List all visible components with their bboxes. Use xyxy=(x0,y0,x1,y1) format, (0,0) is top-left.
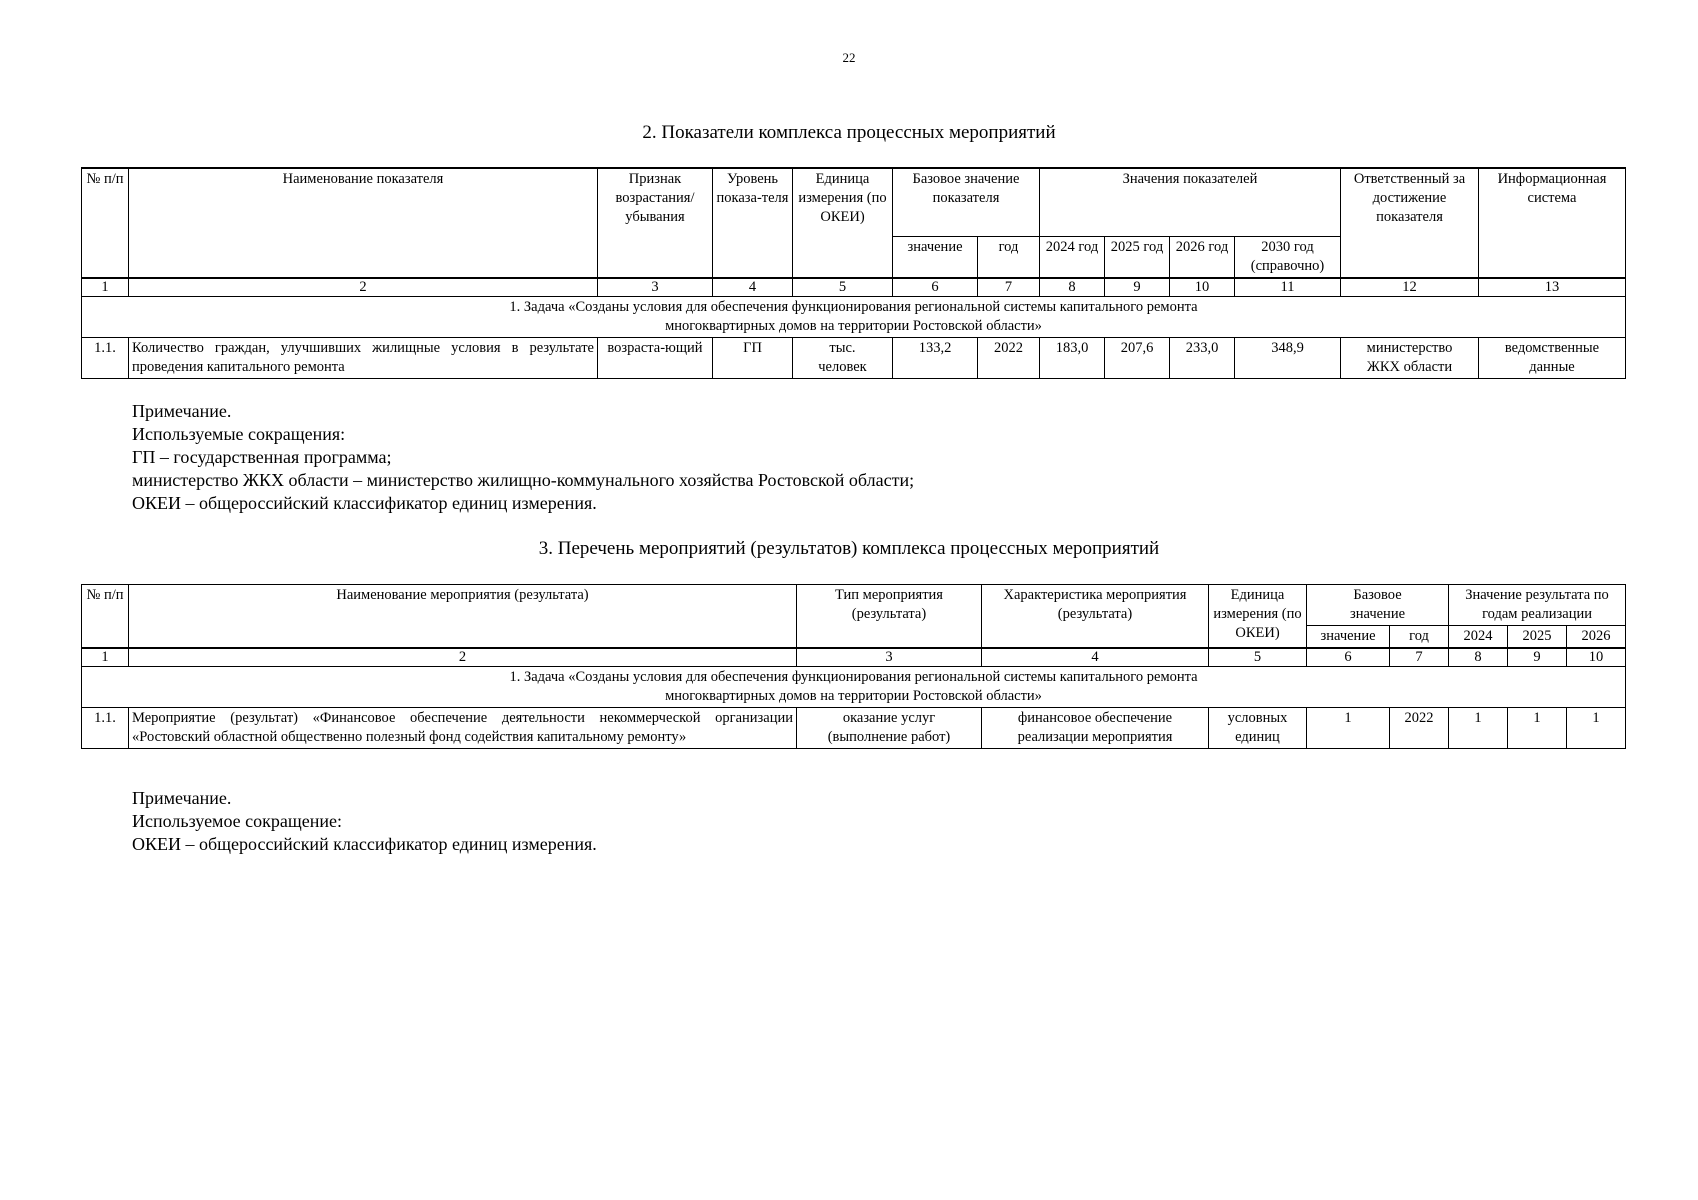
note-line: Примечание. xyxy=(132,788,232,808)
row-2025: 1 xyxy=(1508,708,1567,749)
column-number: 5 xyxy=(1209,648,1307,667)
header-2024: 2024 год xyxy=(1040,236,1105,278)
row-2024: 183,0 xyxy=(1040,337,1105,378)
header-unit: Единица измерения (по ОКЕИ) xyxy=(793,168,893,278)
column-number: 5 xyxy=(793,278,893,297)
row-base-year: 2022 xyxy=(978,337,1040,378)
note-line: Используемые сокращения: xyxy=(132,424,346,444)
header-responsible: Ответственный за достижение показателя xyxy=(1341,168,1479,278)
column-number: 2 xyxy=(129,278,598,297)
task-row xyxy=(82,296,1626,337)
table-row xyxy=(82,708,1626,749)
note-line: Примечание. xyxy=(132,401,232,421)
header-2024: 2024 xyxy=(1449,626,1508,649)
task-row xyxy=(82,667,1626,708)
note-line: ОКЕИ – общероссийский классификатор единиц измерения. xyxy=(132,834,597,854)
column-number: 3 xyxy=(598,278,713,297)
note-line: ОКЕИ – общероссийский классификатор единиц измерения. xyxy=(132,493,597,513)
row-2026: 233,0 xyxy=(1170,337,1235,378)
row-2030: 348,9 xyxy=(1235,337,1341,378)
row-sign: возраста-ющий xyxy=(598,337,713,378)
header-2025: 2025 xyxy=(1508,626,1567,649)
header-num: № п/п xyxy=(82,585,129,649)
section-3-note xyxy=(132,787,597,856)
column-number: 1 xyxy=(82,278,129,297)
header-2030: 2030 год (справочно) xyxy=(1235,236,1341,278)
column-number: 7 xyxy=(1390,648,1449,667)
row-unit: тыс. человек xyxy=(793,337,893,378)
row-type: оказание услуг (выполнение работ) xyxy=(797,708,982,749)
row-base-value: 133,2 xyxy=(893,337,978,378)
column-number: 9 xyxy=(1105,278,1170,297)
section-2-title: 2. Показатели комплекса процессных мероприятий xyxy=(642,122,1056,143)
row-activity-name: Мероприятие (результат) «Финансовое обеспечение деятельности некоммерческой организации «Ростовский областной общественно полезный фонд содействия капитальному ремонту» xyxy=(129,708,797,749)
column-number: 11 xyxy=(1235,278,1341,297)
header-base-year: год xyxy=(1390,626,1449,649)
column-number: 10 xyxy=(1567,648,1626,667)
header-base: Базовое значение показателя xyxy=(893,168,1040,236)
column-number: 9 xyxy=(1508,648,1567,667)
row-characteristic: финансовое обеспечение реализации мероприятия xyxy=(982,708,1209,749)
header-sign: Признак возрастания/ убывания xyxy=(598,168,713,278)
column-number: 10 xyxy=(1170,278,1235,297)
column-number: 3 xyxy=(797,648,982,667)
column-number: 8 xyxy=(1449,648,1508,667)
column-number: 4 xyxy=(982,648,1209,667)
activities-table xyxy=(81,584,1626,749)
header-base-value: значение xyxy=(893,236,978,278)
header-info-system: Информационная система xyxy=(1479,168,1626,278)
header-characteristic: Характеристика мероприятия (результата) xyxy=(982,585,1209,649)
page-number: 22 xyxy=(842,50,856,65)
column-numbers-row xyxy=(82,648,1626,667)
task-text: 1. Задача «Созданы условия для обеспечения функционирования региональной системы капитального ремонта многоквартирных домов на территории Ростовской области» xyxy=(82,296,1626,337)
table-header-row xyxy=(82,168,1626,236)
header-base: Базовое значение xyxy=(1307,585,1449,626)
row-base-year: 2022 xyxy=(1390,708,1449,749)
section-3-title: 3. Перечень мероприятий (результатов) комплекса процессных мероприятий xyxy=(538,538,1160,559)
table-row xyxy=(82,337,1626,378)
column-number: 1 xyxy=(82,648,129,667)
row-base-value: 1 xyxy=(1307,708,1390,749)
header-unit: Единица измерения (по ОКЕИ) xyxy=(1209,585,1307,649)
row-indicator-name: Количество граждан, улучшивших жилищные условия в результате проведения капитального ремонта xyxy=(129,337,598,378)
header-num: № п/п xyxy=(82,168,129,278)
section-2-note xyxy=(132,400,914,515)
row-2026: 1 xyxy=(1567,708,1626,749)
row-num: 1.1. xyxy=(82,337,129,378)
row-level: ГП xyxy=(713,337,793,378)
column-number: 8 xyxy=(1040,278,1105,297)
header-2026: 2026 xyxy=(1567,626,1626,649)
row-info-system: ведомственные данные xyxy=(1479,337,1626,378)
note-line: Используемое сокращение: xyxy=(132,811,342,831)
table-header-row xyxy=(82,585,1626,626)
header-activity-name: Наименование мероприятия (результата) xyxy=(129,585,797,649)
header-base-value: значение xyxy=(1307,626,1390,649)
note-line: министерство ЖКХ области – министерство жилищно-коммунального хозяйства Ростовской области; xyxy=(132,470,915,490)
row-2024: 1 xyxy=(1449,708,1508,749)
header-2025: 2025 год xyxy=(1105,236,1170,278)
header-2026: 2026 год xyxy=(1170,236,1235,278)
row-unit: условных единиц xyxy=(1209,708,1307,749)
header-values: Значения показателей xyxy=(1040,168,1341,236)
row-num: 1.1. xyxy=(82,708,129,749)
header-type: Тип мероприятия (результата) xyxy=(797,585,982,649)
column-number: 4 xyxy=(713,278,793,297)
column-number: 7 xyxy=(978,278,1040,297)
task-text: 1. Задача «Созданы условия для обеспечения функционирования региональной системы капитального ремонта многоквартирных домов на территории Ростовской области» xyxy=(82,667,1626,708)
column-numbers-row xyxy=(82,278,1626,297)
column-number: 13 xyxy=(1479,278,1626,297)
column-number: 12 xyxy=(1341,278,1479,297)
indicators-table xyxy=(81,167,1626,379)
note-line: ГП – государственная программа; xyxy=(132,447,392,467)
column-number: 6 xyxy=(1307,648,1390,667)
header-level: Уровень показа-теля xyxy=(713,168,793,278)
header-indicator-name: Наименование показателя xyxy=(129,168,598,278)
header-base-year: год xyxy=(978,236,1040,278)
column-number: 6 xyxy=(893,278,978,297)
row-2025: 207,6 xyxy=(1105,337,1170,378)
header-result: Значение результата по годам реализации xyxy=(1449,585,1626,626)
column-number: 2 xyxy=(129,648,797,667)
row-responsible: министерство ЖКХ области xyxy=(1341,337,1479,378)
